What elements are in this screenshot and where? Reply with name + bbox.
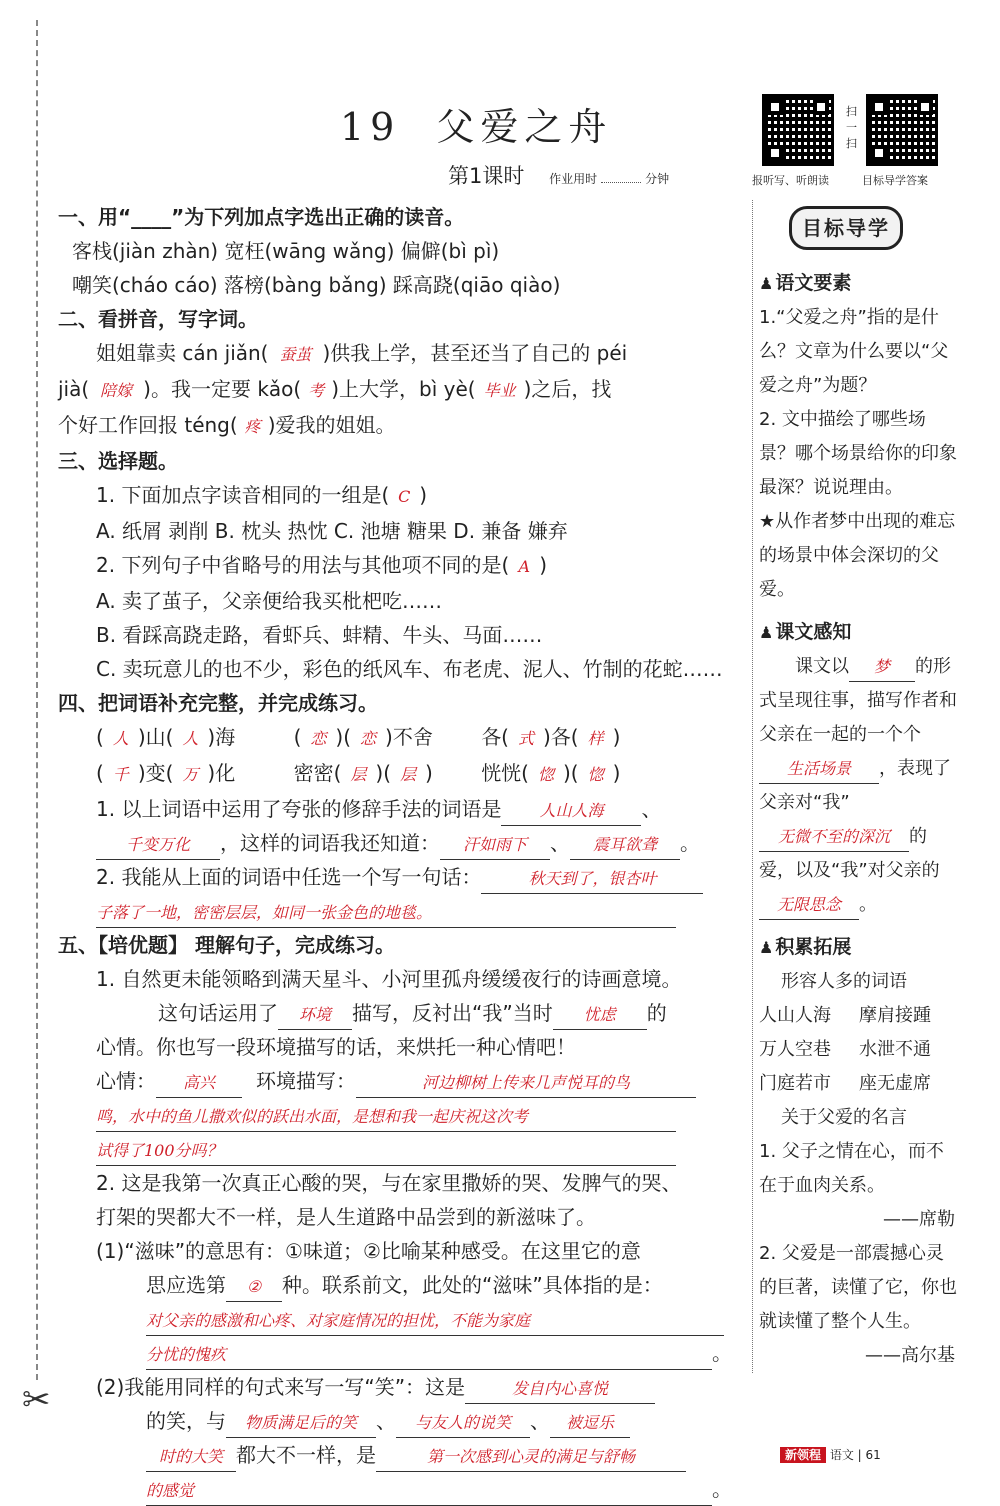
q5-p2-line1: (2)我能用同样的句式来写一写“笑”：这是 发自内心喜悦: [58, 1370, 738, 1404]
scan-label: 扫一扫: [846, 105, 857, 150]
q1-row2: 嘲笑(cháo cáo) 落榜(bàng bǎng) 踩高跷(qiāo qiào): [72, 273, 561, 297]
sidebar-title: 目标导学: [789, 206, 903, 250]
q5-p2-line2: 的笑，与 物质满足后的笑 、 与友人的说笑 、 被逗乐: [58, 1404, 738, 1438]
q2-line1: 姐姐靠卖 cán jiǎn( 蚕茧 )供我上学，甚至还当了自己的 péi: [96, 341, 628, 365]
exercise-column: [58, 200, 738, 1506]
sidebar-sec2-title: ♟ 课文感知: [759, 621, 852, 643]
q1-heading: 一、用“____”为下列加点字选出正确的读音。: [58, 205, 465, 229]
qr-code-dictation[interactable]: [762, 94, 834, 166]
q4-s2-line1: 2. 我能从上面的词语中任选一个写一句话： 秋天到了，银杏叶: [58, 860, 738, 894]
quote-1: 1. 父子之情在心，而不在于血肉关系。: [759, 1141, 944, 1196]
sidebar-sec2-text: 课文以 梦 的形式呈现往事，描写作者和父亲在一起的一个个生活场景 ，表现了父亲对“我”无微不至的深沉 的爱，以及“我”对父亲的无限思念 。: [759, 650, 959, 922]
q1-row1: 客栈(jiàn zhàn) 宽枉(wāng wǎng) 偏僻(bì pì): [72, 239, 500, 263]
q5-s2-line1: 2. 这是我第一次真正心酸的哭，与在家里撒娇的哭、发脾气的哭、: [96, 1171, 682, 1195]
q4-s1-line1: 1. 以上词语中运用了夸张的修辞手法的词语是 人山人海 、: [58, 792, 738, 826]
q5-env-line1: 心情： 高兴 环境描写： 河边柳树上传来几声悦耳的鸟: [58, 1064, 738, 1098]
qr1-label: 报听写、听朗读: [752, 174, 829, 187]
cut-line: [36, 20, 38, 1380]
reading-icon: ♟: [759, 274, 774, 293]
q3-option-a: A. 卖了茧子，父亲便给我买枇杷吃……: [96, 589, 443, 613]
page-footer: 新领程 语文 | 61: [780, 1446, 881, 1463]
reading-icon: ♟: [759, 938, 774, 957]
q5-heading: 五、【培优题】 理解句子，完成练习。: [58, 933, 395, 957]
sidebar-sec1-p1: 1.“父爱之舟”指的是什么？文章为什么要以“父爱之舟”为题？: [759, 307, 949, 396]
q3-option-b: B. 看踩高跷走路，看虾兵、蚌精、牛头、马面……: [96, 623, 543, 647]
scissors-icon: ✂: [22, 1380, 51, 1420]
q4-s1-line2: 千变万化 ，这样的词语我还知道： 汗如雨下 、 震耳欲聋 。: [58, 826, 738, 860]
q4-row2: ( 千 )变( 万 )化 密密( 层 )( 层 ) 恍恍( 惚 )( 惚 ): [96, 761, 621, 785]
q5-s2-line2: 打架的哭都大不一样，是人生道路中品尝到的新滋味了。: [96, 1205, 596, 1229]
q5-s1-answer: 这句话运用了 环境 描写，反衬出“我”当时 忧虑 的: [58, 996, 738, 1030]
qr-code-answers[interactable]: [866, 94, 938, 166]
q5-env-line3: 试得了100分吗？: [58, 1132, 738, 1166]
q5-p2-line4: 的感觉 。: [58, 1472, 738, 1506]
sidebar-sec1-title: ♟ 语文要素: [759, 272, 852, 294]
q5-p1-ans2: 分忧的愧疚 。: [58, 1336, 738, 1370]
sidebar-sec1-p3: ★从作者梦中出现的难忘的场景中体会深切的父爱。: [759, 511, 956, 600]
sidebar-sec3-title: ♟ 积累拓展: [759, 936, 852, 958]
brand-logo: 新领程: [780, 1447, 826, 1463]
idioms-subtitle: 形容人多的词语: [781, 971, 907, 992]
q3-option-c: C. 卖玩意儿的也不少，彩色的纸风车、布老虎、泥人、竹制的花蛇……: [96, 657, 723, 681]
q5-p1-line2: 思应选第 ② 种。联系前文，此处的“滋味”具体指的是：: [58, 1268, 738, 1302]
q4-s2-line2: 子落了一地，密密层层，如同一张金色的地毯。: [58, 894, 738, 928]
q2-line3: 个好工作回报 téng( 疼 )爱我的姐姐。: [58, 413, 396, 437]
q5-s1-prompt: 心情。你也写一段环境描写的话，来烘托一种心情吧！: [96, 1035, 576, 1059]
idiom-list: 人山人海 摩肩接踵 万人空巷 水泄不通 门庭若市 座无虚席: [759, 1005, 931, 1094]
page-title: 19 父爱之舟: [340, 105, 613, 149]
q5-s1: 1. 自然更未能领略到满天星斗、小河里孤舟缓缓夜行的诗画意境。: [96, 967, 682, 991]
q3-heading: 三、选择题。: [58, 449, 178, 473]
q5-p2-line3: 时的大笑 都大不一样，是 第一次感到心灵的满足与舒畅: [58, 1438, 738, 1472]
q3-s2: 2. 下列句子中省略号的用法与其他项不同的是( A ): [96, 553, 548, 577]
q5-p1-line1: (1)“滋味”的意思有：①味道；②比喻某种感受。在这里它的意: [96, 1239, 641, 1263]
qr2-label: 目标导学答案: [862, 174, 928, 187]
q3-s1-options: A. 纸屑 剥削 B. 枕头 热忱 C. 池塘 糖果 D. 兼备 嫌弃: [96, 519, 568, 543]
reading-icon: ♟: [759, 623, 774, 642]
page-number: 61: [865, 1448, 881, 1462]
period-line: 第1课时 作业用时 分钟: [448, 164, 670, 188]
quote-2: 2. 父爱是一部震撼心灵的巨著，读懂了它，你也就读懂了整个人生。: [759, 1243, 957, 1332]
q2-heading: 二、看拼音，写字词。: [58, 307, 258, 331]
q3-s1: 1. 下面加点字读音相同的一组是( C ): [96, 483, 428, 507]
q5-p1-ans1: 对父亲的感激和心疼、对家庭情况的担忧，不能为家庭: [58, 1302, 738, 1336]
q4-row1: ( 人 )山( 人 )海 ( 恋 )( 恋 )不舍 各( 式 )各( 样 ): [96, 725, 621, 749]
q4-heading: 四、把词语补充完整，并完成练习。: [58, 691, 378, 715]
q5-env-line2: 鸣，水中的鱼儿撒欢似的跃出水面，是想和我一起庆祝这次考: [58, 1098, 738, 1132]
quote-2-author: ——高尔基: [865, 1345, 955, 1366]
quotes-subtitle: 关于父爱的名言: [781, 1107, 907, 1128]
study-guide-sidebar: [752, 200, 959, 1373]
sidebar-sec1-p2: 2. 文中描绘了哪些场景？哪个场景给你的印象最深？说说理由。: [759, 409, 957, 498]
q2-line2: jià( 陪嫁 )。我一定要 kǎo( 考 )上大学，bì yè( 毕业 )之后，找: [58, 377, 612, 401]
quote-1-author: ——席勒: [883, 1209, 955, 1230]
